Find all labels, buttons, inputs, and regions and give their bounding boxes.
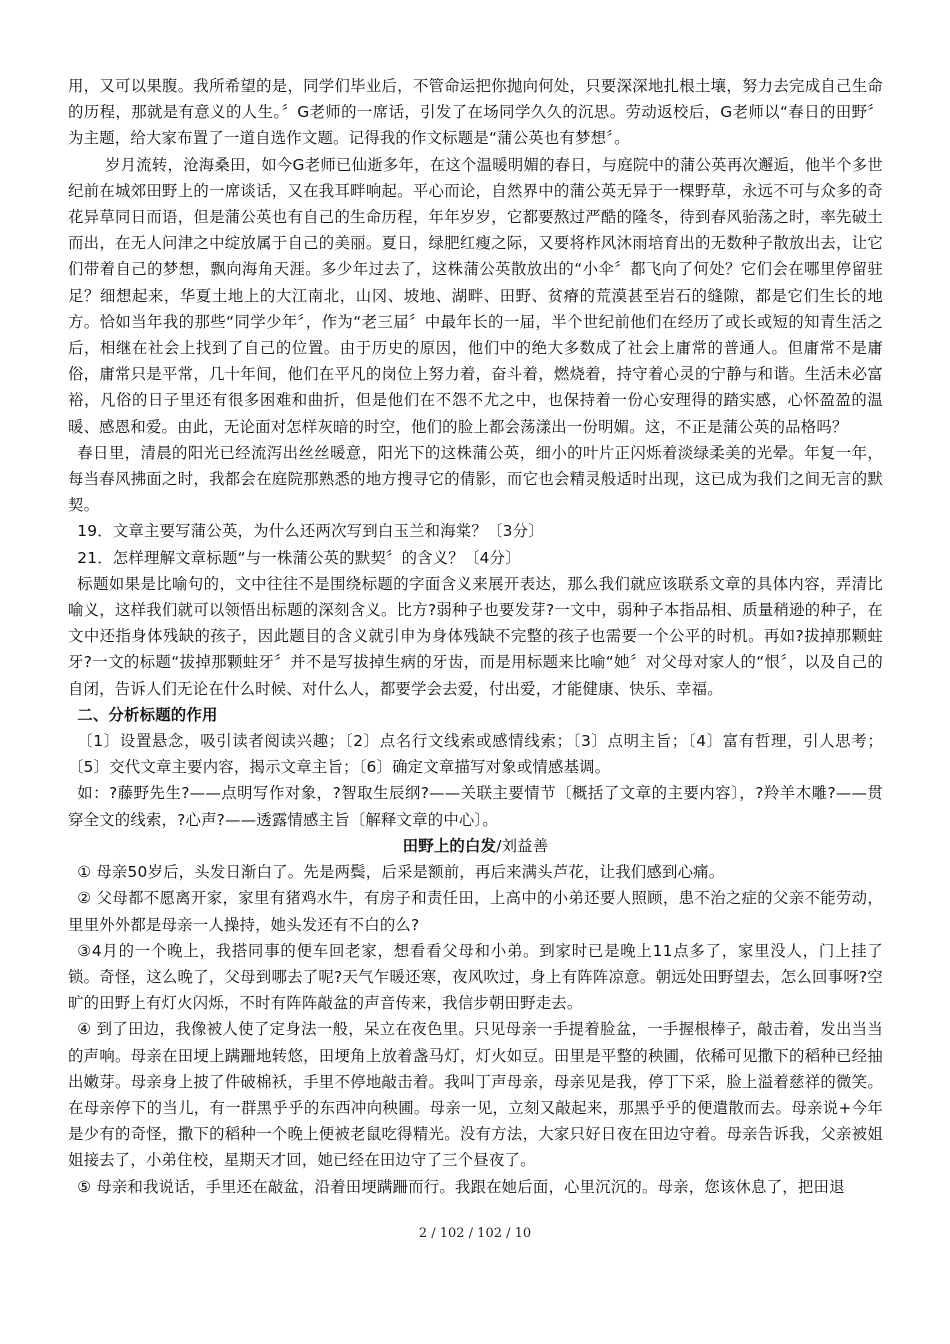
article-paragraph-2: ② 父母都不愿离开家，家里有猪鸡水牛，有房子和责任田，上高中的小弟还要人照顾，患不治之症的父亲不能劳动，里里外外都是母亲一人操持，她头发还有不白的么? [68, 889, 883, 934]
article-paragraph-5: ⑤ 母亲和我说话，手里还在敲盆，沿着田埂蹒跚而行。我跟在她后面，心里沉沉的。母亲，您该休息了，把田退 [77, 1177, 845, 1196]
document-body [68, 73, 883, 1200]
article-author: /刘益善 [496, 836, 549, 855]
paragraph-metaphor-title: 标题如果是比喻句的，文中往往不是围绕标题的字面含义来展开表达，那么我们就应该联系文章的具体内容，弄清比喻义，这样我们就可以领悟出标题的深刻含义。比方?弱种子也要发芽?一文中，弱种子本指品相、质量稍逊的种子，在文中还指身体残缺的孩子，因此题目的含义就引申为身体残缺不完整的孩子也需要一个公平的时机。再如?拔掉那颗蛀牙?一文的标题“拔掉那颗蛀牙〞并不是写拔掉生病的牙齿，而是用标题来比喻“她〞对父母对家人的“恨〞，以及自己的自闭，告诉人们无论在什么时候、对什么人，都要学会去爱，付出爱，才能健康、快乐、幸福。 [68, 574, 883, 698]
article-title: 田野上的白发 [402, 836, 497, 855]
paragraph-continued: 用，又可以果腹。我所希望的是，同学们毕业后，不管命运把你抛向何处，只要深深地扎根土壤，努力去完成自己生命的历程，那就是有意义的人生。〞G老师的一席话，引发了在场同学久久的沉思。劳动返校后，G老师以“春日的田野〞为主题，给大家布置了一道自选作文题。记得我的作文标题是“蒲公英也有梦想〞。 [68, 77, 883, 148]
article-paragraph-1: ① 母亲50岁后，头发日渐白了。先是两鬓，后采是额前，再后来满头芦花，让我们感到心痛。 [77, 863, 725, 882]
section-heading-title-function: 二、分析标题的作用 [77, 705, 218, 724]
article-title-line [68, 833, 883, 859]
paragraph-spring-morning: 春日里，清晨的阳光已经流泻出丝丝暖意，阳光下的这株蒲公英，细小的叶片正闪烁着淡绿柔美的光晕。年复一年，每当春风拂面之时，我都会在庭院那熟悉的地方搜寻它的倩影，而它也会精灵般适时出现，这已成为我们之间无言的默契。 [68, 443, 883, 515]
article-paragraph-4: ④ 到了田边，我像被人使了定身法一般，呆立在夜色里。只见母亲一手提着脸盆，一手握根棒子，敲击着，发出当当的声响。母亲在田埂上蹒跚地转悠，田埂角上放着盏马灯，灯火如豆。田里是平整的秧圃，依稀可见撒下的稻种已经抽出嫩芽。母亲身上披了件破棉袄，手里不停地敲击着。我叫丁声母亲，母亲见是我，停丁下采，脸上溢着慈祥的微笑。在母亲停下的当儿，有一群黑乎乎的东西冲向秧圃。母亲一见，立刻又敲起来，那黑乎乎的便遣散而去。母亲说+今年是少有的奇怪，撒下的稻种一个晚上便被老鼠吃得精光。没有方法，大家只好日夜在田边守着。母亲告诉我，父亲被姐姐接去了，小弟住校，星期天才回，她已经在田边守了三个昼夜了。 [68, 1020, 883, 1170]
question-21: 21．怎样理解文章标题“与一株蒲公英的默契〞的含义？〔4分〕 [77, 548, 521, 567]
article-paragraph-3: ③4月的一个晚上，我搭同事的便车回老家，想看看父母和小弟。到家时已是晚上11点多了，家里没人，门上挂了锁。奇怪，这么晚了，父母到哪去了呢?天气乍暖还寒，夜风吹过，身上有阵阵凉意。朝远处田野望去，怎么回事呀?空旷的田野上有灯火闪烁，不时有阵阵敲盆的声音传来，我信步朝田野走去。 [68, 941, 883, 1013]
question-19: 19．文章主要写蒲公英，为什么还两次写到白玉兰和海棠？〔3分〕 [77, 522, 544, 541]
paragraph-title-functions-list: 〔1〕设置悬念，吸引读者阅读兴趣；〔2〕点名行文线索或感情线索；〔3〕点明主旨；〔4〕富有哲理，引人思考；〔5〕交代文章主要内容，揭示文章主旨；〔6〕确定文章描写对象或情感基调。 [68, 732, 883, 777]
page-number: 2 / 102 / 102 / 10 [418, 1226, 532, 1241]
paragraph-title-examples: 如：?藤野先生?——点明写作对象，?智取生辰纲?——关联主要情节〔概括了文章的主要内容〕，?羚羊木雕?——贯穿全文的线索，?心声?——透露情感主旨〔解释文章的中心〕。 [68, 784, 883, 829]
paragraph-dandelion-reflection: 岁月流转，沧海桑田，如今G老师已仙逝多年，在这个温暖明媚的春日，与庭院中的蒲公英再次邂逅，他半个多世纪前在城郊田野上的一席谈话，又在我耳畔响起。平心而论，自然界中的蒲公英无异于一棵野草，永远不可与众多的奇花异草同日而语，但是蒲公英也有自己的生命历程，年年岁岁，它都要熬过严酷的隆冬，待到春风骀荡之时，率先破土而出，在无人问津之中绽放属于自己的美丽。夏日，绿肥红瘦之际，又要将柞风沐雨培育出的无数种子散放出去，让它们带着自己的梦想，飘向海角天涯。多少年过去了，这株蒲公英散放出的“小伞〞都飞向了何处？它们会在哪里停留驻足？细想起来，华夏土地上的大江南北，山冈、坡地、湖畔、田野、贫瘠的荒漠甚至岩石的缝隙，都是它们生长的地方。恰如当年我的那些“同学少年〞，作为“老三届〞中最年长的一届，半个世纪前他们在经历了或长或短的知青生活之后，相继在社会上找到了自己的位置。由于历史的原因，他们中的绝大多数成了社会上庸常的普通人。但庸常不是庸俗，庸常只是平常，几十年间，他们在平凡的岗位上努力着，奋斗着，燃烧着，持守着心灵的宁静与和谐。生活未必富裕，凡俗的日子里还有很多困难和曲折，但是他们在不怨不尤之中，也保持着一份心安理得的踏实感，心怀盈盈的温暖、感恩和爱。由此，无论面对怎样灰暗的时空，他们的脸上都会荡漾出一份明媚。这，不正是蒲公英的品格吗？ [68, 155, 883, 436]
